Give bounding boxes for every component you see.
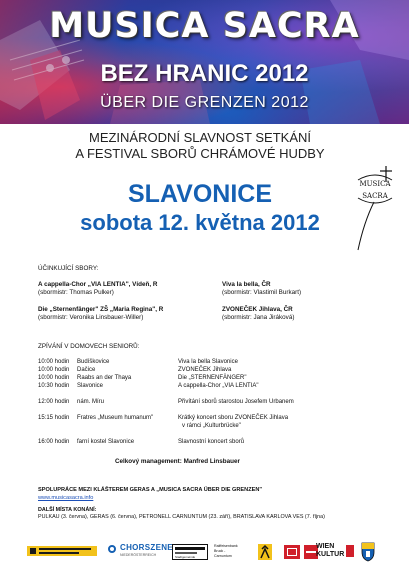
performer-name: ZVONEČEK Jihlava, ČR [222,306,293,313]
performer-leader: (sbormistr: Vlastimil Burkart) [222,289,302,296]
performer-name: Die „Sternenfänger" ZŠ „Maria Regina", R [38,306,164,313]
municipality-logo-text: Stadtgemeinde [175,555,196,559]
chorszene-logo-text: CHORSZENE [120,543,173,552]
schedule-time: 10:30 hodin [38,383,70,389]
performer-name: Viva la bella, ČR [222,281,271,288]
coat-of-arms-icon [361,542,375,562]
kultur-logo-text: KULTUR [316,551,345,558]
festival-subtitle-de: ÜBER DIE GRENZEN 2012 [100,94,309,111]
chorszene-logo-subtext: NIEDERÖSTERREICH [120,553,157,557]
festival-heading [40,130,360,162]
program-time: 12:00 hodin [38,399,70,405]
program-act: Přivítání sborů starostou Josefem Urbanem [178,399,294,405]
musica-sacra-stamp-logo [350,162,400,252]
stamp-text-top: MUSICA [359,180,391,188]
wien-kultur-logo [316,543,356,561]
management-credit: Celkový management: Manfred Linsbauer [115,458,240,465]
program-place: farní kostel Slavonice [77,439,135,445]
raiffeisenbank-logo [214,544,280,562]
performer-leader: (sbormistr: Thomas Pulker) [38,289,114,296]
performer-leader: (sbormistr: Jana Jiráková) [222,314,295,321]
schedule-act: ZVONEČEK Jihlava [178,367,232,373]
municipality-logo [172,544,208,560]
cooperation-heading: SPOLUPRÁCE MEZI KLÁŠTEREM GERAS A „MUSICA SACRA ÜBER DIE GRENZEN" [38,487,263,493]
festival-heading-line1: MEZINÁRODNÍ SLAVNOST SETKÁNÍ [88,130,311,145]
schedule-place: Slavonice [77,383,104,389]
festival-heading-line2: A FESTIVAL SBORŮ CHRÁMOVÉ HUDBY [75,146,325,161]
kultur-niederosterreich-logo [27,546,97,556]
website-link[interactable]: www.musicasacra.info [38,495,94,501]
raiffeisenbank-logo-text: Raiffeisenbank Bruck - Carnuntum [214,544,238,558]
schedule-time: 10:00 hodin [38,367,70,373]
venues-list: PULKAU (3. června), GERAS (6. června), PETRONELL CARNUNTUM (23. září), BRATISLAVA KARLOVA VES (7. října) [38,514,325,520]
city-title: SLAVONICE [128,180,272,208]
performers-heading: ÚČINKUJÍCÍ SBORY: [38,265,99,272]
program-act: Krátký koncert sboru ZVONEČEK Jihlava [178,415,289,421]
schedule-place: Budíškovice [77,359,110,365]
program-act-note: v rámci „Kulturbrücke" [182,423,241,429]
performer-name: A cappella-Chor „VIA LENTIA", Vídeň, R [38,281,158,288]
schedule-time: 10:00 hodin [38,359,70,365]
program-time: 16:00 hodin [38,439,70,445]
performer-leader: (sbormistr: Veronika Linsbauer-Willer) [38,314,144,321]
sponsor-logos [0,540,409,570]
stamp-text-bottom: SACRA [362,192,388,200]
festival-title: MUSICA SACRA [49,6,360,46]
schedule-act: Die „STERNENFÄNGER" [178,375,247,381]
raiffeisen-gable-icon [258,544,272,560]
program-place: Fratres „Museum humanum" [77,415,154,421]
header-banner [0,0,409,124]
seniors-heading: ZPÍVÁNÍ V DOMOVECH SENIORŮ: [38,343,140,350]
schedule-place: Dačice [77,367,96,373]
chorszene-logo [108,543,173,561]
program-place: nám. Míru [77,399,105,405]
regional-logo [284,545,300,559]
program-act: Slavnostní koncert sborů [178,439,245,445]
schedule-place: Raabs an der Thaya [77,375,132,381]
schedule-act: Viva la bella Slavonice [178,359,238,365]
wien-logo-text: WIEN [316,543,335,550]
venues-heading: DALŠÍ MÍSTA KONÁNÍ: [38,507,97,513]
schedule-act: A cappella-Chor „VIA LENTIA" [178,383,259,389]
schedule-time: 10:00 hodin [38,375,70,381]
festival-subtitle-cz: BEZ HRANIC 2012 [100,60,309,87]
program-time: 15:15 hodin [38,415,70,421]
event-date: sobota 12. května 2012 [80,210,320,235]
